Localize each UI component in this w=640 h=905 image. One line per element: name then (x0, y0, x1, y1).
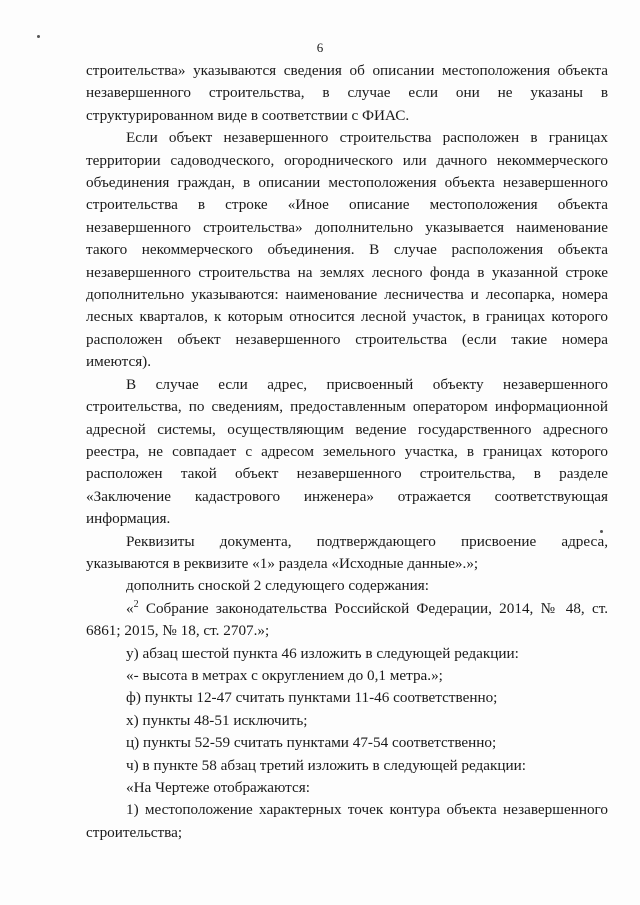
page-number: 6 (316, 40, 324, 55)
footnote-text: Собрание законодательства Российской Федерации, 2014, № 48, ст. 6861; 2015, № 18, ст. 2707.»; (86, 599, 608, 640)
document-body (86, 60, 608, 844)
paragraph: Реквизиты документа, подтверждающего присвоение адреса, указываются в реквизите «1» раздела «Исходные данные».»; (86, 532, 608, 572)
footnote-open-quote: « (126, 599, 134, 617)
paragraph: В случае если адрес, присвоенный объекту незавершенного строительства, по сведениям, предоставленным оператором информационной адресной системы, осуществляющим ведение государственного адресного реестра, не совпадает с адресом земельного участка, в границах которого расположен такой объект незавершенного строительства, в разделе «Заключение кадастрового инженера» отражается соответствующая информация. (86, 375, 608, 528)
paragraph: строительства» указываются сведения об описании местоположения объекта незавершенного строительства, в случае если они не указаны в структурированном виде в соответствии с ФИАС. (86, 62, 608, 124)
paragraph: ф) пункты 12-47 считать пунктами 11-46 соответственно; (126, 689, 498, 707)
paragraph: ч) в пункте 58 абзац третий изложить в следующей редакции: (126, 756, 526, 774)
footnote-paragraph (86, 598, 608, 643)
paragraph: «- высота в метрах с округлением до 0,1 метра.»; (126, 666, 443, 684)
paragraph: «На Чертеже отображаются: (126, 779, 310, 796)
scan-speck (37, 35, 40, 38)
paragraph: ц) пункты 52-59 считать пунктами 47-54 соответственно; (126, 734, 497, 752)
paragraph: х) пункты 48-51 исключить; (126, 711, 308, 729)
footnote-marker: 2 (133, 598, 139, 610)
paragraph: дополнить сноской 2 следующего содержания: (126, 577, 429, 595)
paragraph: у) абзац шестой пункта 46 изложить в следующей редакции: (126, 644, 519, 662)
paragraph: 1) местоположение характерных точек контура объекта незавершенного строительства; (86, 801, 608, 841)
paragraph: Если объект незавершенного строительства расположен в границах территории садоводческого, огороднического или дачного некоммерческого объединения граждан, в описании местоположения объекта незавершенного строительства в строке «Иное описание местоположения объекта незавершенного строительства» дополнительно указывается наименование такого некоммерческого объединения. В случае расположения объекта незавершенного строительства на землях лесного фонда в указанной строке дополнительно указываются: наименование лесничества и лесопарка, номера лесных кварталов, к которым относится лесной участок, в границах которого расположен объект незавершенного строительства (если такие номера имеются). (86, 129, 608, 371)
